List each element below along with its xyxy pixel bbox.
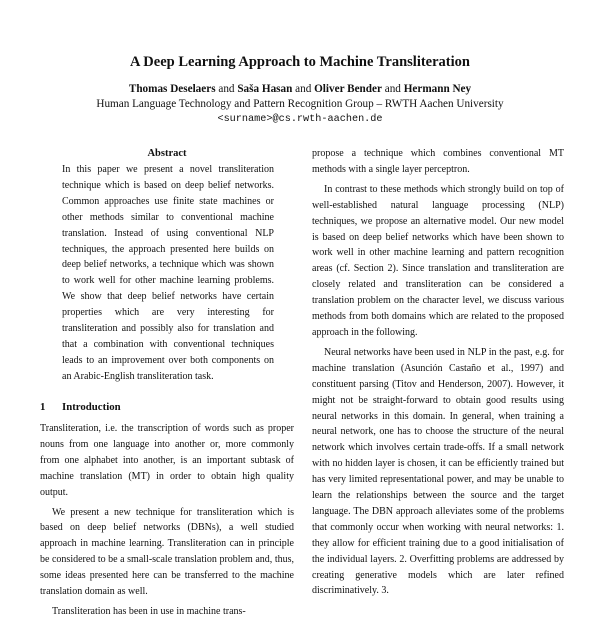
paragraph: In contrast to these methods which strongly build on top of well-established natural language processing (NLP) techniques, we propose an alternative model. Our new model is based on deep belief networks which have been shown to work well in other machine learning and pattern recognition areas (cf. Section 2). Since translation and transliteration are closely related and transliteration can be considered a translation problem on the character level, we discuss various methods from both domains which are related to the proposed approach in the following. [312, 183, 564, 338]
author-list [0, 82, 600, 97]
section-title: Introduction [62, 401, 121, 413]
author-name: Thomas Deselaers [128, 83, 216, 95]
author-email: <surname>@cs.rwth-aachen.de [217, 114, 383, 125]
paragraph: propose a technique which combines conventional MT methods with a single layer perceptron. [312, 148, 564, 175]
paper-title: A Deep Learning Approach to Machine Transliteration [130, 54, 470, 70]
author-separator: and [384, 83, 401, 95]
author-separator: and [295, 83, 312, 95]
author-name: Saša Hasan [237, 83, 293, 95]
author-name: Oliver Bender [314, 83, 382, 95]
introduction-body [40, 421, 294, 620]
abstract-heading: Abstract [147, 148, 187, 159]
section-number: 1 [40, 401, 46, 413]
abstract-text: In this paper we present a novel transliteration technique which is based on deep belief networks. Common approaches use finite state machines or other methods similar to conventional machine translation. Instead of using conventional NLP techniques, the approach presented here builds on deep belief networks, a technique which was shown to work well for other machine learning problems. We show that deep belief networks have certain properties which are very interesting for transliteration and possibly also for translation and that a combination with conventional techniques leads to an improvement over both components on an Arabic-English transliteration task. [62, 164, 274, 382]
author-name: Hermann Ney [403, 83, 472, 95]
paragraph: Neural networks have been used in NLP in the past, e.g. for machine translation (Asunción Castaño et al., 1997) and constituent parsing (Titov and Henderson, 2007). However, it might not be straight-forward to obtain good results using neural networks in this domain. In general, when training a neural network, one has to choose the structure of the neural network which involves certain trade-offs. If a small network with no hidden layer is chosen, it can be efficiently trained but has very limited representational power, and may be unable to learn the relationships between the source and the target language. The DBN approach alleviates some of the problems that commonly occur when working with neural networks: 1. they allow for efficient training due to a good initialisation of the individual layers. 2. Overfitting problems are addressed by creating generative models which are later refined discriminatively. 3. [312, 346, 564, 597]
author-separator: and [218, 83, 235, 95]
right-column-body [312, 146, 564, 599]
section-heading-introduction [40, 400, 121, 415]
paragraph: Transliteration has been in use in machine trans- [52, 605, 246, 617]
paragraph: Transliteration, i.e. the transcription of words such as proper nouns from one language into another or, more commonly from one alphabet into another, is an important subtask of machine translation (MT) in order to obtain high quality output. [40, 423, 294, 498]
affiliation: Human Language Technology and Pattern Recognition Group – RWTH Aachen University [96, 98, 504, 110]
paragraph: We present a new technique for transliteration which is based on deep belief networks (DBNs), a well studied approach in machine learning. Transliteration can in principle be considered to be a small-scale translation problem and, thus, some ideas presented here can be transferred to the machine translation domain as well. [40, 506, 294, 598]
